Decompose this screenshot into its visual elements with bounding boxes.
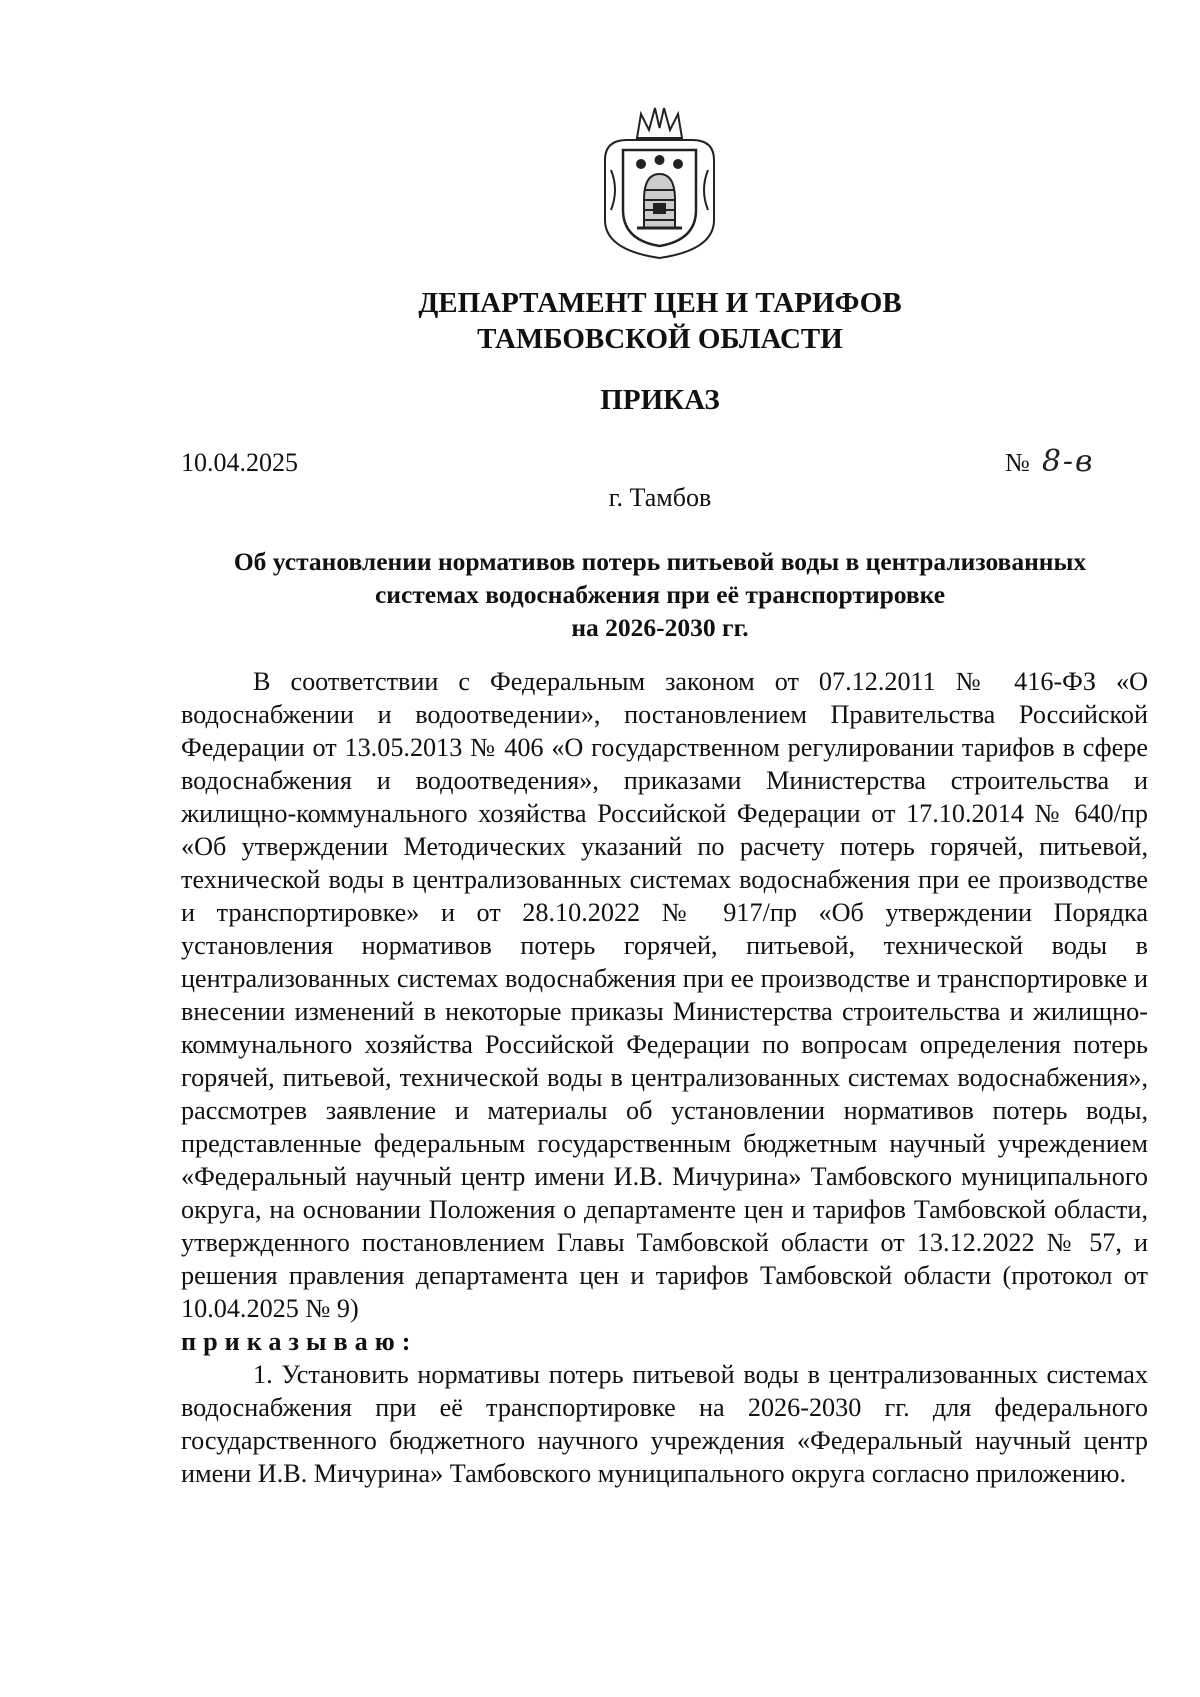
department-line2: ТАМБОВСКОЙ ОБЛАСТИ (477, 323, 843, 355)
doc-title (190, 545, 1130, 644)
doc-number (1005, 444, 1095, 479)
doc-date: 10.04.2025 (181, 448, 298, 477)
order-word: приказываю: (181, 1327, 418, 1356)
number-label: № (1005, 448, 1030, 477)
department-line1: ДЕПАРТАМЕНТ ЦЕН И ТАРИФОВ (418, 287, 902, 319)
department-name (0, 285, 1200, 357)
doc-city: г. Тамбов (608, 483, 712, 512)
title-line3: на 2026-2030 гг. (571, 613, 749, 642)
title-line2: системах водоснабжения при её транспортировке (374, 580, 946, 609)
tambov-coat-of-arms-icon (597, 100, 722, 260)
number-value: 8-в (1041, 444, 1095, 479)
title-line1: Об установлении нормативов потерь питьевой воды в централизованных (233, 547, 1087, 576)
preamble-paragraph: В соответствии с Федеральным законом от 07.12.2011 № 416-ФЗ «О водоснабжении и водоотведении», постановлением Правительства Российской Федерации от 13.05.2013 № 406 «О государственном регулировании тарифов в сфере водоснабжения и водоотведения», приказами Министерства строительства и жилищно-коммунального хозяйства Российской Федерации от 17.10.2014 № 640/пр «Об утверждении Методических указаний по расчету потерь горячей, питьевой, технической воды в централизованных системах водоснабжения при ее производстве и транспортировке» и от 28.10.2022 № 917/пр «Об утверждении Порядка установления нормативов потерь горячей, питьевой, технической воды в централизованных системах водоснабжения при ее производстве и транспортировке и внесении изменений в некоторые приказы Министерства строительства и жилищно-коммунального хозяйства Российской Федерации по вопросам определения потерь горячей, питьевой, технической воды в централизованных системах водоснабжения», рассмотрев заявление и материалы об установлении нормативов потерь воды, представленные федеральным государственным бюджетным научный учреждением «Федеральный научный центр имени И.В. Мичурина» Тамбовского муниципального округа, на основании Положения о департаменте цен и тарифов Тамбовской области, утвержденного постановлением Главы Тамбовской области от 13.12.2022 № 57, и решения правления департамента цен и тарифов Тамбовской области (протокол от 10.04.2025 № 9) (181, 667, 1148, 1323)
doc-type: ПРИКАЗ (600, 384, 720, 416)
item-1-paragraph: 1. Установить нормативы потерь питьевой воды в централизованных системах водоснабжения при её транспортировке на 2026-2030 гг. для федерального государственного бюджетного научного учреждения «Федеральный научный центр имени И.В. Мичурина» Тамбовского муниципального округа согласно приложению. (181, 1360, 1148, 1488)
doc-body (181, 665, 1148, 1490)
